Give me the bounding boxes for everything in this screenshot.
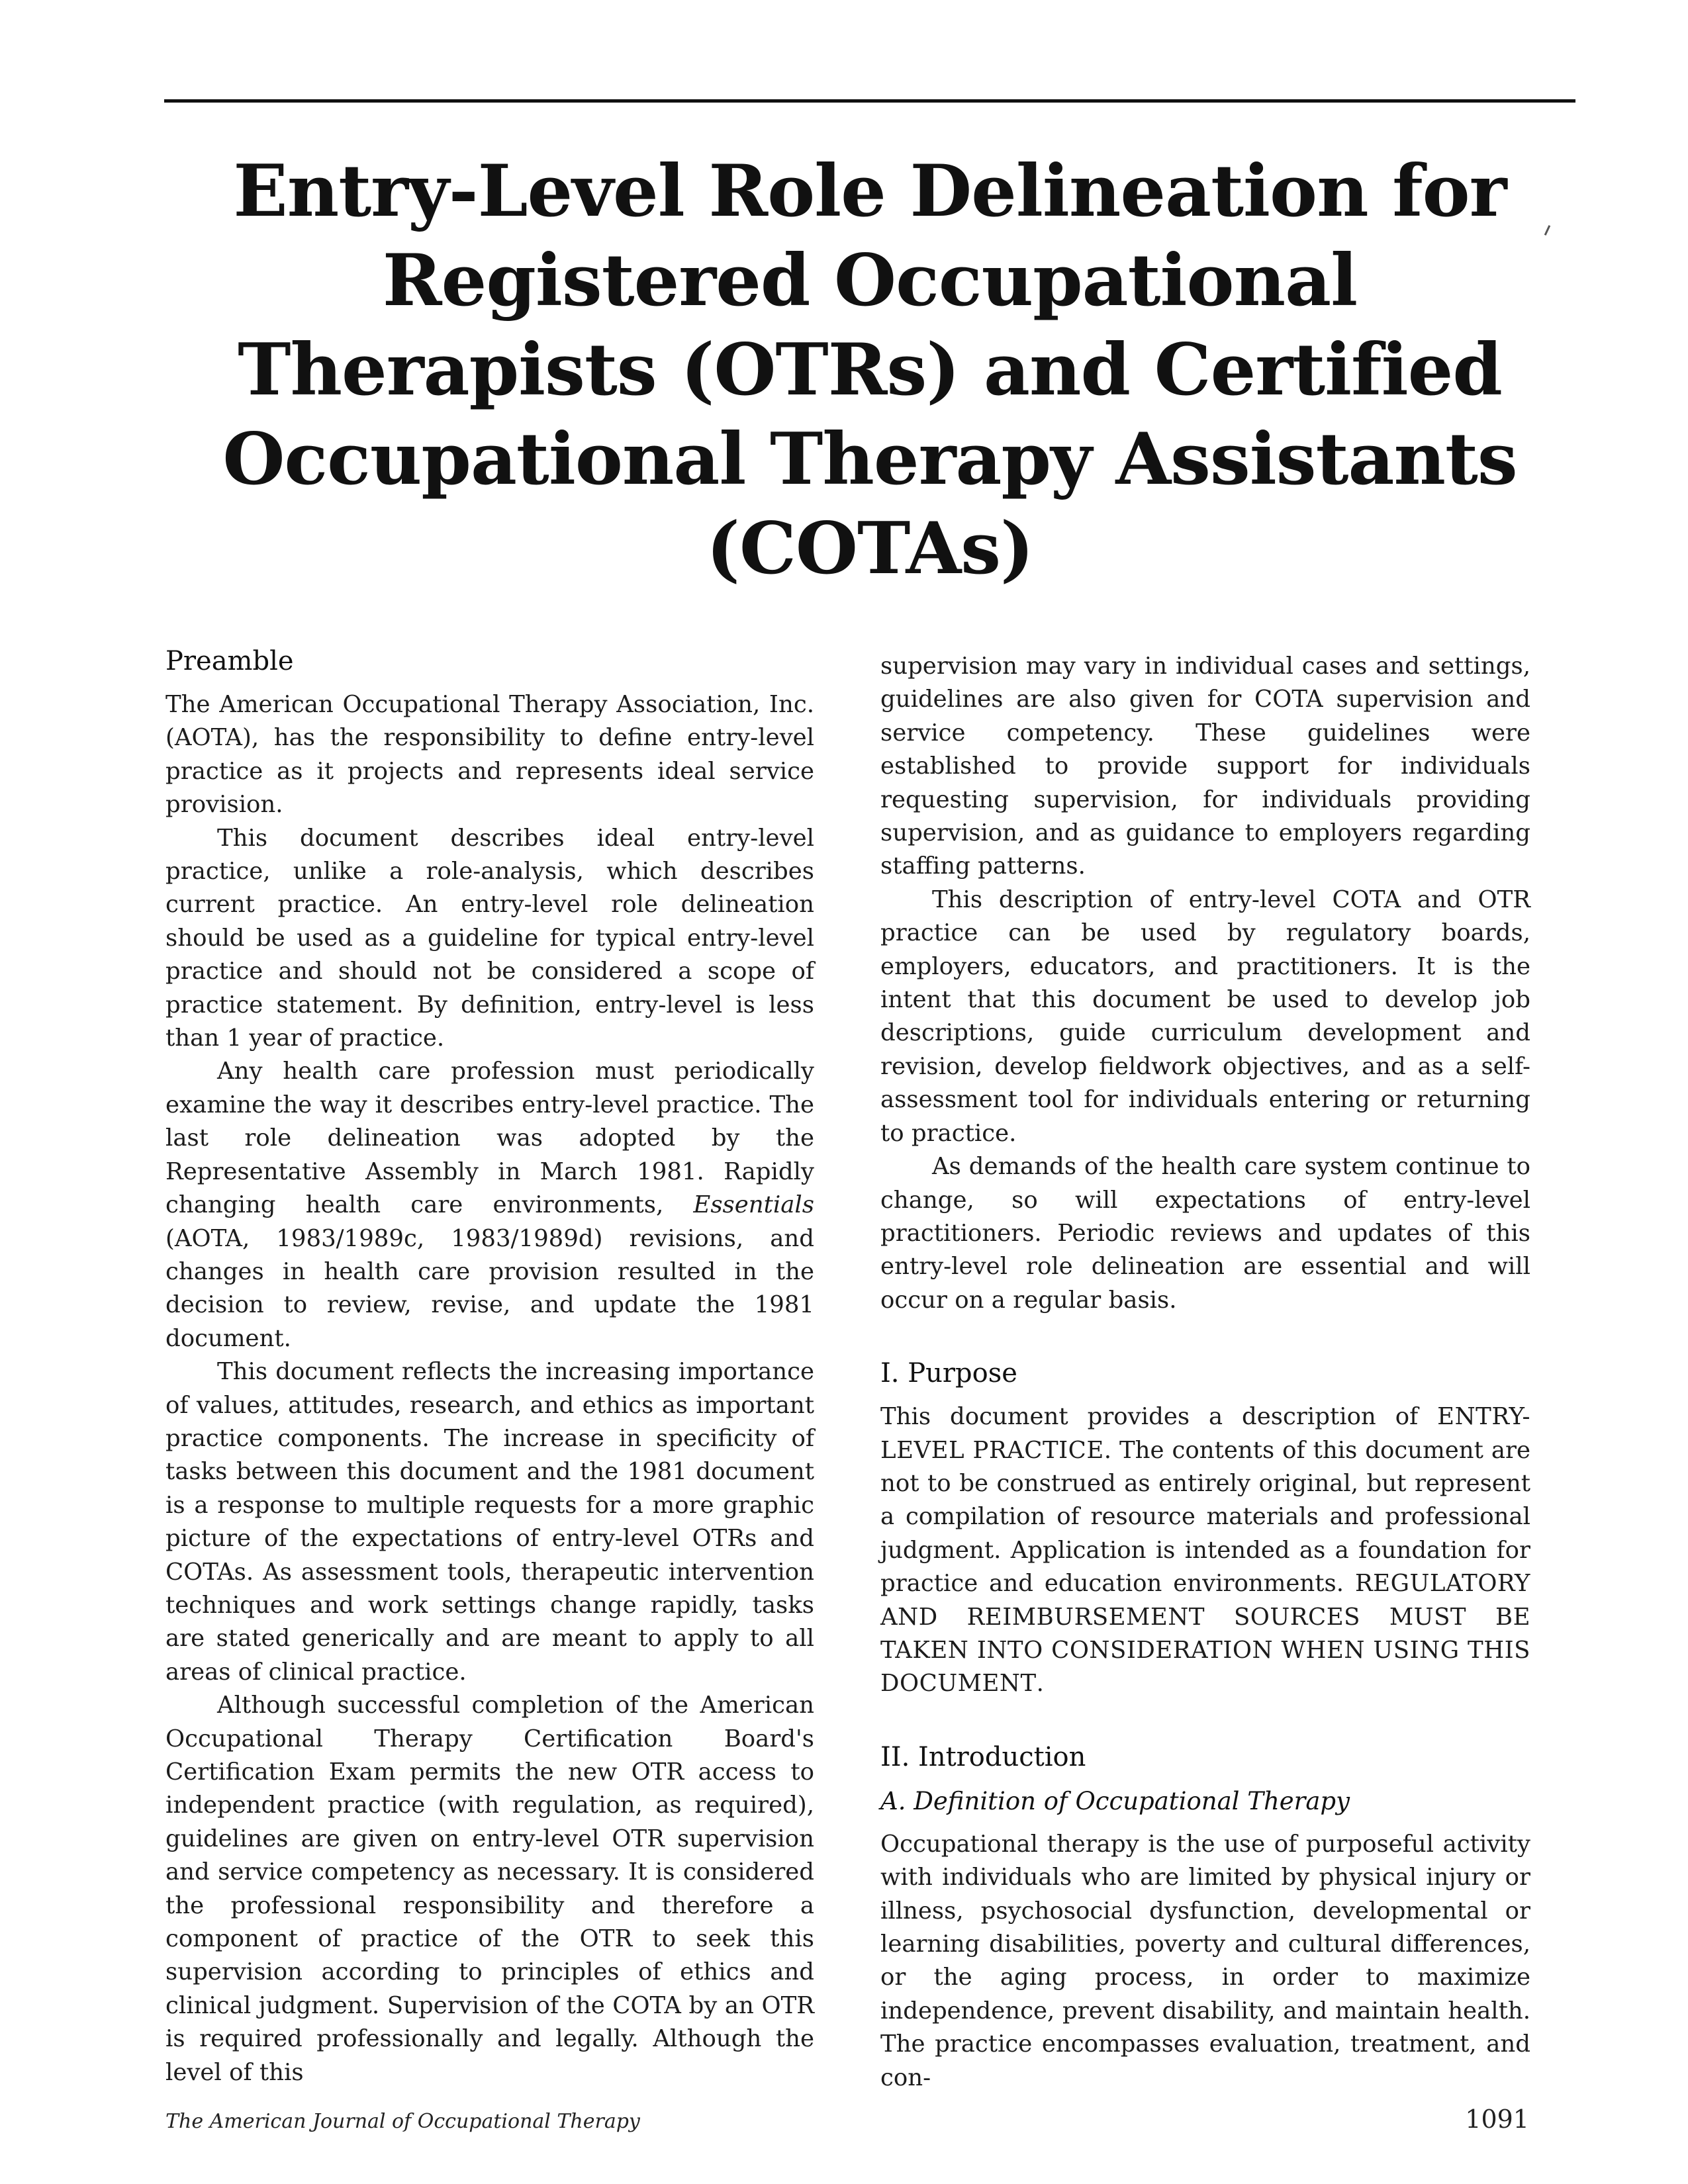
definition-paragraph: Occupational therapy is the use of purposeful activity with individuals who are limited by physical injury or illness, psychosocial dysfunction, developmental or learning disabilities, poverty and cultural differences, or the aging process, in order to maximize independence, prevent disability, and maintain health. The practice encompasses evaluation, treatment, and con- bbox=[880, 1830, 1530, 2091]
purpose-heading: I. Purpose bbox=[880, 1358, 1017, 1389]
preamble-paragraph-7: This description of entry-level COTA and OTR practice can be used by regulatory boards, employers, educators, and practitioners. It is the intent that this document be used to develop job descriptions, guide curriculum development and revision, develop fieldwork objectives, and as a self-assessment tool for individuals entering or returning to practice. bbox=[880, 886, 1530, 1147]
preamble-paragraph-3 bbox=[165, 1055, 814, 1355]
preamble-heading: Preamble bbox=[165, 646, 294, 676]
page-number: 1091 bbox=[1465, 2105, 1529, 2134]
preamble-paragraph-3-b: (AOTA, 1983/1989c, 1983/1989d) revisions, and changes in health care provision resulted in the decision to review, revise, and update the 1981 document. bbox=[165, 1224, 814, 1352]
definition-subheading: A. Definition of Occupational Therapy bbox=[880, 1786, 1350, 1815]
purpose-text-b: . The contents of this document are not to be construed as entirely original, but represent a compilation of resource materials and professional judgment. Application is intended as a foundation for practice and education environments. bbox=[880, 1436, 1530, 1598]
preamble-paragraph-5: Although successful completion of the American Occupational Therapy Certification Board's Certification Exam permits the new OTR access to independent practice (with regulation, as required), guidelines are given on entry-level OTR supervision and service competency as necessary. It is considered the professional responsibility and therefore a component of practice of the OTR to seek this supervision according to principles of ethics and clinical judgment. Supervision of the COTA by an OTR is required professionally and legally. Although the level of this bbox=[165, 1692, 814, 2086]
purpose-text-c: . bbox=[1036, 1670, 1044, 1698]
preamble-paragraph-8: As demands of the health care system continue to change, so will expectations of entry-level practitioners. Periodic reviews and updates of this entry-level role delineation are essential and will occur on a regular basis. bbox=[880, 1153, 1530, 1314]
preamble-paragraph-6: supervision may vary in individual cases and settings, guidelines are also given for COTA supervision and service competency. These guidelines were established to provide support for individuals requesting supervision, for individuals providing supervision, and as guidance to employers regarding staffing patterns. bbox=[880, 653, 1530, 880]
right-column bbox=[880, 650, 1530, 2095]
purpose-paragraph bbox=[880, 1400, 1530, 1701]
preamble-paragraph-2: This document describes ideal entry-level practice, unlike a role-analysis, which describes current practice. An entry-level role delineation should be used as a guideline for typical entry-level practice and should not be considered a scope of practice statement. By definition, entry-level is less than 1 year of practice. bbox=[165, 824, 814, 1052]
preamble-paragraph-4: This document reflects the increasing importance of values, attitudes, research, and ethics as important practice components. The increase in specificity of tasks between this document and the 1981 document is a response to multiple requests for a more graphic picture of the expectations of entry-level OTRs and COTAs. As assessment tools, therapeutic intervention techniques and work settings change rapidly, tasks are stated generically and are meant to apply to all areas of clinical practice. bbox=[165, 1358, 814, 1686]
purpose-caps-2: REGULATORY AND REIMBURSEMENT SOURCES MUST BE TAKEN INTO CONSIDERATION WHEN USING THIS DOCUMENT bbox=[880, 1570, 1530, 1698]
purpose-caps-1: ENTRY-LEVEL PRACTICE bbox=[880, 1403, 1530, 1464]
footer-journal-name: The American Journal of Occupational Therapy bbox=[165, 2110, 640, 2133]
preamble-paragraph-1: The American Occupational Therapy Association, Inc. (AOTA), has the responsibility to define entry-level practice as it projects and represents ideal service provision. bbox=[165, 691, 814, 819]
preamble-paragraph-3-a: Any health care profession must periodically examine the way it describes entry-level practice. The last role delineation was adopted by the Representative Assembly in March 1981. Rapidly changing health care environments, bbox=[165, 1058, 814, 1219]
article-title: Entry-Level Role Delineation for Registered Occupational Therapists (OTRs) and Certified Occupational Therapy Assistants (COTAs) bbox=[222, 150, 1517, 590]
introduction-heading: II. Introduction bbox=[880, 1741, 1086, 1772]
purpose-text-a: This document provides a description of bbox=[880, 1403, 1438, 1431]
left-column bbox=[165, 643, 814, 2089]
top-rule bbox=[164, 99, 1575, 103]
essentials-citation: Essentials bbox=[693, 1191, 814, 1219]
